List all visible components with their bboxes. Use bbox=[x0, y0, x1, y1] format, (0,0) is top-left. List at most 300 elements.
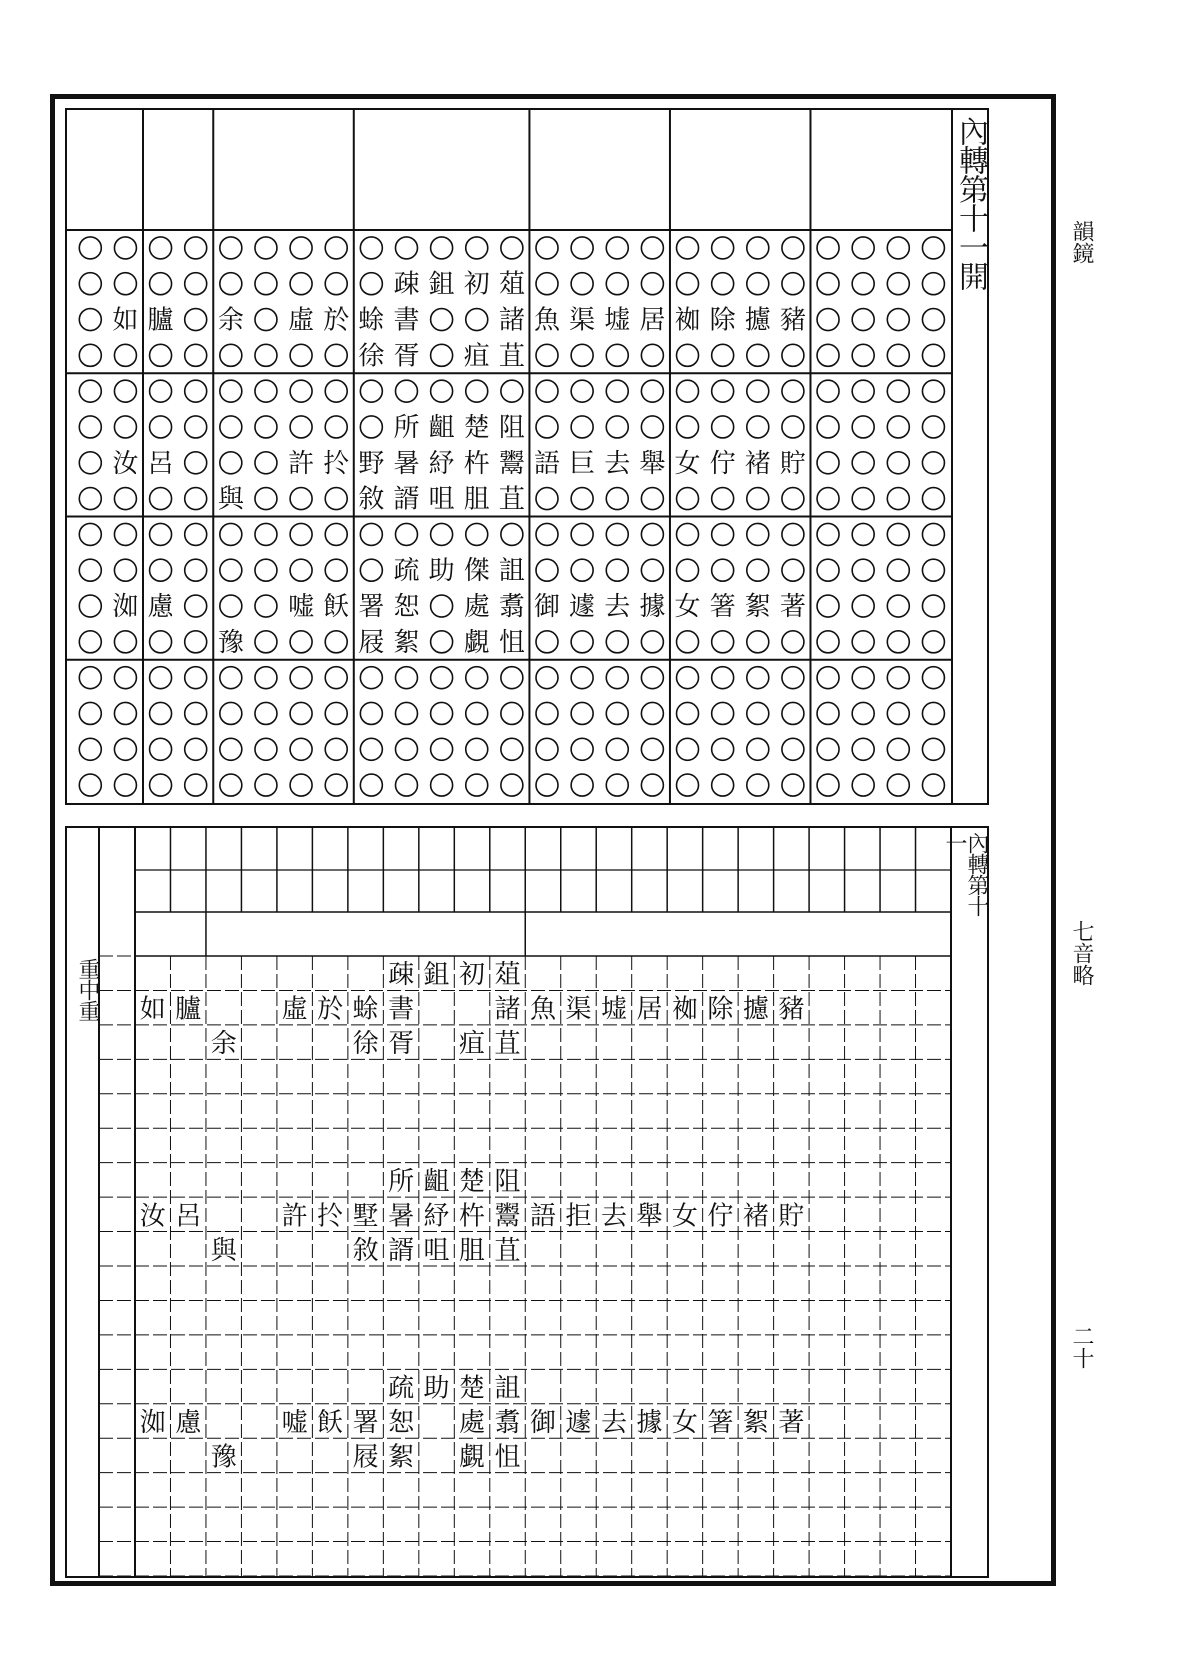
char-cell: 於 bbox=[323, 305, 350, 336]
char-cell: 呂 bbox=[147, 448, 174, 479]
char-cell: 疽 bbox=[463, 341, 490, 372]
char-cell: 魚 bbox=[533, 305, 561, 336]
empty-cell-circle bbox=[79, 380, 101, 402]
empty-cell-circle bbox=[852, 631, 874, 653]
empty-cell-circle bbox=[431, 344, 453, 366]
char-cell: 著 bbox=[779, 592, 806, 623]
empty-cell-circle bbox=[114, 667, 136, 689]
empty-cell-circle bbox=[922, 631, 944, 653]
char-cell: 絮 bbox=[744, 592, 771, 623]
empty-cell-circle bbox=[255, 309, 277, 331]
empty-cell-circle bbox=[501, 380, 523, 402]
char-cell: 渠 bbox=[565, 994, 592, 1025]
empty-cell-circle bbox=[255, 595, 277, 617]
empty-cell-circle bbox=[220, 595, 242, 617]
char-cell: 臚 bbox=[175, 994, 202, 1025]
top-table-title: 內轉第十一開 bbox=[951, 110, 987, 803]
empty-cell-circle bbox=[325, 344, 347, 366]
empty-cell-circle bbox=[395, 523, 417, 545]
empty-cell-circle bbox=[220, 452, 242, 474]
empty-cell-circle bbox=[712, 774, 734, 796]
empty-cell-circle bbox=[606, 380, 628, 402]
char-cell: 豫 bbox=[217, 627, 244, 658]
char-cell: 巨 bbox=[569, 448, 596, 479]
empty-cell-circle bbox=[185, 309, 207, 331]
empty-cell-circle bbox=[817, 631, 839, 653]
empty-cell-circle bbox=[220, 702, 242, 724]
empty-cell-circle bbox=[290, 702, 312, 724]
empty-cell-circle bbox=[747, 667, 769, 689]
empty-cell-circle bbox=[290, 273, 312, 295]
empty-cell-circle bbox=[150, 667, 172, 689]
empty-cell-circle bbox=[852, 273, 874, 295]
empty-cell-circle bbox=[501, 237, 523, 259]
empty-cell-circle bbox=[360, 237, 382, 259]
empty-cell-circle bbox=[325, 488, 347, 510]
char-cell: 翥 bbox=[498, 592, 525, 623]
char-cell: 女 bbox=[671, 1408, 698, 1438]
char-cell: 去 bbox=[604, 592, 631, 623]
empty-cell-circle bbox=[185, 774, 207, 796]
char-cell: 語 bbox=[533, 448, 561, 479]
empty-cell-circle bbox=[887, 667, 909, 689]
char-cell: 初 bbox=[459, 960, 486, 991]
empty-cell-circle bbox=[185, 237, 207, 259]
char-cell: 恕 bbox=[388, 1408, 415, 1438]
char-cell: 鬻 bbox=[498, 448, 525, 479]
empty-cell-circle bbox=[641, 631, 663, 653]
empty-cell-circle bbox=[466, 523, 488, 545]
empty-cell-circle bbox=[395, 774, 417, 796]
char-cell: 苴 bbox=[494, 1029, 521, 1060]
empty-cell-circle bbox=[185, 488, 207, 510]
char-cell: 魚 bbox=[529, 994, 557, 1025]
empty-cell-circle bbox=[79, 237, 101, 259]
empty-cell-circle bbox=[79, 416, 101, 438]
empty-cell-circle bbox=[255, 416, 277, 438]
empty-cell-circle bbox=[290, 738, 312, 760]
empty-cell-circle bbox=[431, 702, 453, 724]
empty-cell-circle bbox=[677, 523, 699, 545]
char-cell: 傑 bbox=[463, 556, 490, 587]
empty-cell-circle bbox=[677, 559, 699, 581]
char-cell: 恕 bbox=[393, 592, 420, 623]
empty-cell-circle bbox=[782, 559, 804, 581]
empty-cell-circle bbox=[817, 523, 839, 545]
empty-cell-circle bbox=[79, 273, 101, 295]
char-cell: 齟 bbox=[428, 412, 455, 443]
char-cell: 墟 bbox=[604, 305, 631, 336]
empty-cell-circle bbox=[150, 559, 172, 581]
char-cell: 許 bbox=[288, 448, 315, 479]
empty-cell-circle bbox=[887, 595, 909, 617]
empty-cell-circle bbox=[817, 559, 839, 581]
empty-cell-circle bbox=[501, 667, 523, 689]
char-cell: 屐 bbox=[352, 1442, 379, 1473]
char-cell: 屐 bbox=[358, 627, 385, 658]
empty-cell-circle bbox=[79, 738, 101, 760]
char-cell: 舉 bbox=[639, 448, 666, 479]
char-cell: 杵 bbox=[459, 1201, 486, 1232]
empty-cell-circle bbox=[922, 273, 944, 295]
char-cell: 渠 bbox=[569, 305, 596, 336]
char-cell: 絮 bbox=[742, 1408, 769, 1438]
empty-cell-circle bbox=[431, 595, 453, 617]
empty-cell-circle bbox=[220, 667, 242, 689]
empty-cell-circle bbox=[922, 488, 944, 510]
empty-cell-circle bbox=[255, 273, 277, 295]
empty-cell-circle bbox=[852, 309, 874, 331]
empty-cell-circle bbox=[395, 702, 417, 724]
empty-cell-circle bbox=[220, 380, 242, 402]
char-cell: 居 bbox=[639, 305, 666, 336]
char-cell: 葅 bbox=[494, 960, 521, 991]
empty-cell-circle bbox=[712, 273, 734, 295]
char-cell: 貯 bbox=[778, 1201, 805, 1232]
empty-cell-circle bbox=[606, 237, 628, 259]
char-cell: 詛 bbox=[498, 556, 525, 587]
empty-cell-circle bbox=[887, 774, 909, 796]
char-cell: 蜍 bbox=[358, 305, 385, 336]
side-label-top: 韻鏡 bbox=[1069, 220, 1094, 264]
empty-cell-circle bbox=[782, 416, 804, 438]
bottom-rhyme-table bbox=[65, 826, 989, 1578]
empty-cell-circle bbox=[255, 559, 277, 581]
empty-cell-circle bbox=[185, 667, 207, 689]
char-cell: 處 bbox=[463, 592, 490, 623]
empty-cell-circle bbox=[852, 667, 874, 689]
empty-cell-circle bbox=[220, 344, 242, 366]
empty-cell-circle bbox=[431, 631, 453, 653]
char-cell: 洳 bbox=[112, 592, 139, 623]
empty-cell-circle bbox=[395, 667, 417, 689]
empty-cell-circle bbox=[677, 738, 699, 760]
char-cell: 署 bbox=[358, 592, 385, 623]
empty-cell-circle bbox=[852, 559, 874, 581]
empty-cell-circle bbox=[79, 631, 101, 653]
empty-cell-circle bbox=[431, 380, 453, 402]
empty-cell-circle bbox=[641, 237, 663, 259]
empty-cell-circle bbox=[536, 631, 558, 653]
empty-cell-circle bbox=[185, 595, 207, 617]
char-cell: 諝 bbox=[393, 484, 420, 515]
char-cell: 貯 bbox=[779, 448, 806, 479]
empty-cell-circle bbox=[255, 344, 277, 366]
empty-cell-circle bbox=[466, 237, 488, 259]
char-cell: 楚 bbox=[459, 1373, 486, 1404]
char-cell: 覷 bbox=[459, 1442, 486, 1473]
empty-cell-circle bbox=[887, 344, 909, 366]
empty-cell-circle bbox=[290, 667, 312, 689]
char-cell: 苴 bbox=[498, 484, 525, 515]
empty-cell-circle bbox=[79, 595, 101, 617]
empty-cell-circle bbox=[782, 702, 804, 724]
empty-cell-circle bbox=[677, 488, 699, 510]
empty-cell-circle bbox=[255, 452, 277, 474]
char-cell: 豬 bbox=[779, 305, 806, 336]
char-cell: 如 bbox=[112, 305, 139, 336]
empty-cell-circle bbox=[887, 559, 909, 581]
empty-cell-circle bbox=[887, 237, 909, 259]
char-cell: 居 bbox=[636, 994, 663, 1025]
empty-cell-circle bbox=[395, 738, 417, 760]
empty-cell-circle bbox=[571, 237, 593, 259]
empty-cell-circle bbox=[641, 702, 663, 724]
empty-cell-circle bbox=[255, 237, 277, 259]
empty-cell-circle bbox=[360, 774, 382, 796]
empty-cell-circle bbox=[79, 559, 101, 581]
empty-cell-circle bbox=[255, 523, 277, 545]
char-cell: 諸 bbox=[494, 994, 521, 1025]
empty-cell-circle bbox=[325, 237, 347, 259]
empty-cell-circle bbox=[431, 523, 453, 545]
empty-cell-circle bbox=[150, 344, 172, 366]
empty-cell-circle bbox=[817, 452, 839, 474]
char-cell: 遽 bbox=[569, 592, 596, 623]
empty-cell-circle bbox=[150, 631, 172, 653]
char-cell: 女 bbox=[671, 1201, 698, 1232]
char-cell: 除 bbox=[709, 305, 736, 336]
char-cell: 紓 bbox=[423, 1201, 450, 1232]
empty-cell-circle bbox=[817, 309, 839, 331]
empty-cell-circle bbox=[782, 774, 804, 796]
empty-cell-circle bbox=[360, 702, 382, 724]
char-cell: 䏣 bbox=[463, 484, 490, 515]
empty-cell-circle bbox=[571, 667, 593, 689]
empty-cell-circle bbox=[817, 595, 839, 617]
char-cell: 疎 bbox=[393, 269, 420, 300]
empty-cell-circle bbox=[747, 488, 769, 510]
empty-cell-circle bbox=[536, 559, 558, 581]
empty-cell-circle bbox=[466, 380, 488, 402]
empty-cell-circle bbox=[290, 774, 312, 796]
empty-cell-circle bbox=[536, 738, 558, 760]
char-cell: 署 bbox=[352, 1408, 379, 1438]
empty-cell-circle bbox=[114, 523, 136, 545]
empty-cell-circle bbox=[466, 309, 488, 331]
empty-cell-circle bbox=[360, 523, 382, 545]
empty-cell-circle bbox=[325, 559, 347, 581]
empty-cell-circle bbox=[325, 667, 347, 689]
empty-cell-circle bbox=[571, 488, 593, 510]
empty-cell-circle bbox=[290, 416, 312, 438]
empty-cell-circle bbox=[747, 344, 769, 366]
bottom-table-grid bbox=[67, 828, 987, 1576]
empty-cell-circle bbox=[571, 702, 593, 724]
char-cell: 女 bbox=[674, 448, 701, 479]
char-cell: 攄 bbox=[744, 305, 771, 336]
char-cell: 汝 bbox=[112, 448, 139, 479]
empty-cell-circle bbox=[887, 452, 909, 474]
empty-cell-circle bbox=[712, 488, 734, 510]
empty-cell-circle bbox=[677, 631, 699, 653]
char-cell: 詛 bbox=[494, 1373, 521, 1404]
empty-cell-circle bbox=[79, 667, 101, 689]
empty-cell-circle bbox=[782, 631, 804, 653]
empty-cell-circle bbox=[290, 631, 312, 653]
char-cell: 呂 bbox=[175, 1201, 202, 1232]
char-cell: 覷 bbox=[463, 627, 490, 658]
empty-cell-circle bbox=[887, 416, 909, 438]
char-cell: 葅 bbox=[498, 269, 525, 300]
empty-cell-circle bbox=[431, 309, 453, 331]
empty-cell-circle bbox=[571, 273, 593, 295]
empty-cell-circle bbox=[852, 380, 874, 402]
char-cell: 楚 bbox=[459, 1166, 486, 1197]
empty-cell-circle bbox=[817, 738, 839, 760]
empty-cell-circle bbox=[536, 774, 558, 796]
empty-cell-circle bbox=[185, 452, 207, 474]
empty-cell-circle bbox=[325, 416, 347, 438]
empty-cell-circle bbox=[606, 523, 628, 545]
empty-cell-circle bbox=[360, 667, 382, 689]
empty-cell-circle bbox=[255, 667, 277, 689]
char-cell: 徐 bbox=[352, 1029, 379, 1060]
empty-cell-circle bbox=[571, 559, 593, 581]
empty-cell-circle bbox=[360, 416, 382, 438]
empty-cell-circle bbox=[782, 344, 804, 366]
char-cell: 據 bbox=[639, 592, 666, 623]
empty-cell-circle bbox=[431, 738, 453, 760]
char-cell: 遽 bbox=[565, 1408, 592, 1438]
empty-cell-circle bbox=[571, 631, 593, 653]
char-cell: 疏 bbox=[388, 1373, 415, 1404]
char-cell: 諝 bbox=[388, 1235, 415, 1266]
empty-cell-circle bbox=[922, 237, 944, 259]
empty-cell-circle bbox=[782, 273, 804, 295]
empty-cell-circle bbox=[887, 523, 909, 545]
char-cell: 扵 bbox=[317, 1201, 344, 1232]
char-cell: 紓 bbox=[428, 448, 455, 479]
char-cell: 處 bbox=[459, 1408, 486, 1438]
char-cell: 所 bbox=[388, 1166, 415, 1197]
empty-cell-circle bbox=[922, 523, 944, 545]
char-cell: 扵 bbox=[323, 448, 350, 479]
empty-cell-circle bbox=[852, 774, 874, 796]
empty-cell-circle bbox=[501, 523, 523, 545]
empty-cell-circle bbox=[922, 595, 944, 617]
empty-cell-circle bbox=[255, 488, 277, 510]
char-cell: 鉏 bbox=[423, 960, 450, 991]
empty-cell-circle bbox=[677, 273, 699, 295]
empty-cell-circle bbox=[185, 273, 207, 295]
empty-cell-circle bbox=[817, 774, 839, 796]
char-cell: 助 bbox=[423, 1373, 450, 1404]
char-cell: 臚 bbox=[147, 305, 174, 336]
bottom-table-title: 內轉第十一 bbox=[942, 832, 989, 916]
empty-cell-circle bbox=[290, 344, 312, 366]
empty-cell-circle bbox=[220, 774, 242, 796]
empty-cell-circle bbox=[712, 416, 734, 438]
empty-cell-circle bbox=[922, 738, 944, 760]
char-cell: 疎 bbox=[388, 960, 415, 991]
empty-cell-circle bbox=[220, 273, 242, 295]
empty-cell-circle bbox=[852, 738, 874, 760]
empty-cell-circle bbox=[325, 738, 347, 760]
char-cell: 鉏 bbox=[428, 269, 455, 300]
empty-cell-circle bbox=[606, 488, 628, 510]
char-cell: 徐 bbox=[358, 341, 385, 372]
empty-cell-circle bbox=[782, 523, 804, 545]
char-cell: 怚 bbox=[498, 627, 525, 658]
empty-cell-circle bbox=[677, 416, 699, 438]
empty-cell-circle bbox=[150, 774, 172, 796]
empty-cell-circle bbox=[571, 344, 593, 366]
empty-cell-circle bbox=[79, 523, 101, 545]
empty-cell-circle bbox=[852, 488, 874, 510]
char-cell: 佇 bbox=[707, 1201, 734, 1232]
empty-cell-circle bbox=[817, 344, 839, 366]
char-cell: 去 bbox=[600, 1201, 627, 1232]
char-cell: 助 bbox=[428, 556, 455, 587]
empty-cell-circle bbox=[922, 452, 944, 474]
empty-cell-circle bbox=[677, 702, 699, 724]
empty-cell-circle bbox=[466, 667, 488, 689]
empty-cell-circle bbox=[114, 774, 136, 796]
char-cell: 慮 bbox=[175, 1408, 202, 1438]
empty-cell-circle bbox=[325, 702, 347, 724]
empty-cell-circle bbox=[536, 344, 558, 366]
empty-cell-circle bbox=[395, 380, 417, 402]
empty-cell-circle bbox=[536, 273, 558, 295]
empty-cell-circle bbox=[712, 523, 734, 545]
empty-cell-circle bbox=[79, 774, 101, 796]
empty-cell-circle bbox=[817, 488, 839, 510]
char-cell: 咀 bbox=[428, 484, 455, 515]
char-cell: 初 bbox=[463, 269, 490, 300]
char-cell: 阻 bbox=[494, 1166, 521, 1197]
empty-cell-circle bbox=[817, 380, 839, 402]
empty-cell-circle bbox=[817, 273, 839, 295]
empty-cell-circle bbox=[712, 559, 734, 581]
empty-cell-circle bbox=[641, 380, 663, 402]
empty-cell-circle bbox=[712, 702, 734, 724]
empty-cell-circle bbox=[220, 559, 242, 581]
empty-cell-circle bbox=[79, 452, 101, 474]
empty-cell-circle bbox=[712, 380, 734, 402]
empty-cell-circle bbox=[606, 273, 628, 295]
empty-cell-circle bbox=[114, 738, 136, 760]
empty-cell-circle bbox=[677, 237, 699, 259]
empty-cell-circle bbox=[606, 559, 628, 581]
empty-cell-circle bbox=[114, 631, 136, 653]
char-cell: 慮 bbox=[147, 592, 174, 623]
empty-cell-circle bbox=[712, 631, 734, 653]
empty-cell-circle bbox=[782, 738, 804, 760]
char-cell: 語 bbox=[529, 1201, 557, 1232]
char-cell: 咀 bbox=[423, 1235, 450, 1266]
empty-cell-circle bbox=[922, 559, 944, 581]
empty-cell-circle bbox=[641, 416, 663, 438]
empty-cell-circle bbox=[360, 738, 382, 760]
char-cell: 疽 bbox=[459, 1029, 486, 1060]
empty-cell-circle bbox=[922, 309, 944, 331]
empty-cell-circle bbox=[571, 523, 593, 545]
empty-cell-circle bbox=[536, 416, 558, 438]
empty-cell-circle bbox=[747, 416, 769, 438]
empty-cell-circle bbox=[922, 416, 944, 438]
empty-cell-circle bbox=[185, 344, 207, 366]
empty-cell-circle bbox=[114, 344, 136, 366]
char-cell: 野 bbox=[358, 448, 385, 479]
empty-cell-circle bbox=[852, 344, 874, 366]
empty-cell-circle bbox=[606, 702, 628, 724]
char-cell: 胥 bbox=[388, 1029, 415, 1060]
empty-cell-circle bbox=[185, 702, 207, 724]
char-cell: 敘 bbox=[352, 1235, 379, 1266]
empty-cell-circle bbox=[712, 344, 734, 366]
empty-cell-circle bbox=[677, 774, 699, 796]
